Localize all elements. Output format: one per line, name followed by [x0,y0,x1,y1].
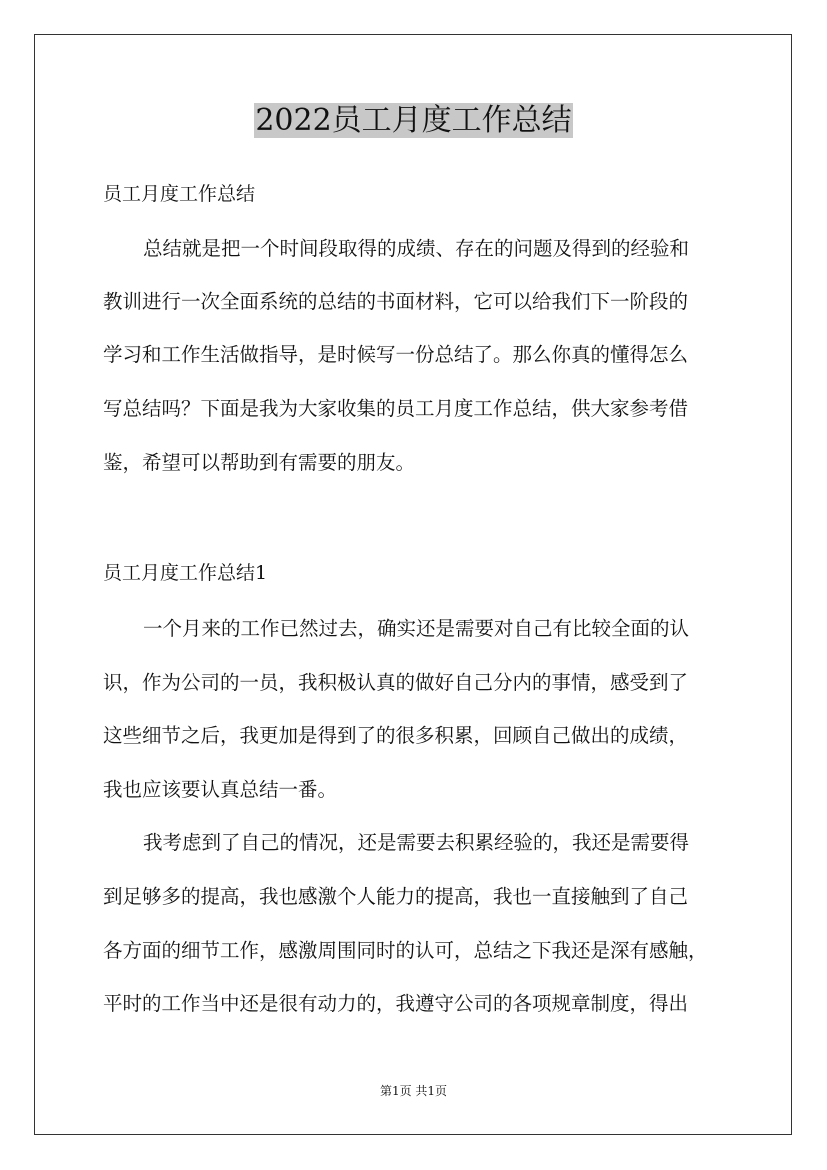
section1-para1-line-1: 一个月来的工作已然过去，确实还是需要对自己有比较全面的认 [143,617,690,640]
section1-para1-line-4: 我也应该要认真总结一番。 [103,778,338,801]
page-footer: 第1页 共1页 [379,1084,448,1098]
section1-para2-line-2: 到足够多的提高，我也感激个人能力的提高，我也一直接触到了自己 [103,885,689,908]
intro-line-1: 总结就是把一个时间段取得的成绩、存在的问题及得到的经验和 [143,237,690,260]
section1-para2-line-1: 我考虑到了自己的情况，还是需要去积累经验的，我还是需要得 [143,831,690,854]
document-title: 2022员工月度工作总结 [255,103,572,138]
intro-line-2: 教训进行一次全面系统的总结的书面材料，它可以给我们下一阶段的 [103,290,689,313]
section1-para2-line-3: 各方面的细节工作，感激周围同时的认可，总结之下我还是深有感触， [103,939,708,962]
section1-para2-line-4: 平时的工作当中还是很有动力的，我遵守公司的各项规章制度，得出 [103,992,689,1015]
intro-heading: 员工月度工作总结 [103,183,256,205]
section1-para1-line-2: 识，作为公司的一员，我积极认真的做好自己分内的事情，感受到了 [103,671,689,694]
intro-line-5: 鉴，希望可以帮助到有需要的朋友。 [103,451,416,474]
intro-line-4: 写总结吗？下面是我为大家收集的员工月度工作总结，供大家参考借 [103,397,689,420]
section1-para1-line-3: 这些细节之后，我更加是得到了的很多积累，回顾自己做出的成绩， [103,724,689,747]
intro-line-3: 学习和工作生活做指导，是时候写一份总结了。那么你真的懂得怎么 [103,343,689,366]
section1-heading: 员工月度工作总结1 [103,562,268,584]
